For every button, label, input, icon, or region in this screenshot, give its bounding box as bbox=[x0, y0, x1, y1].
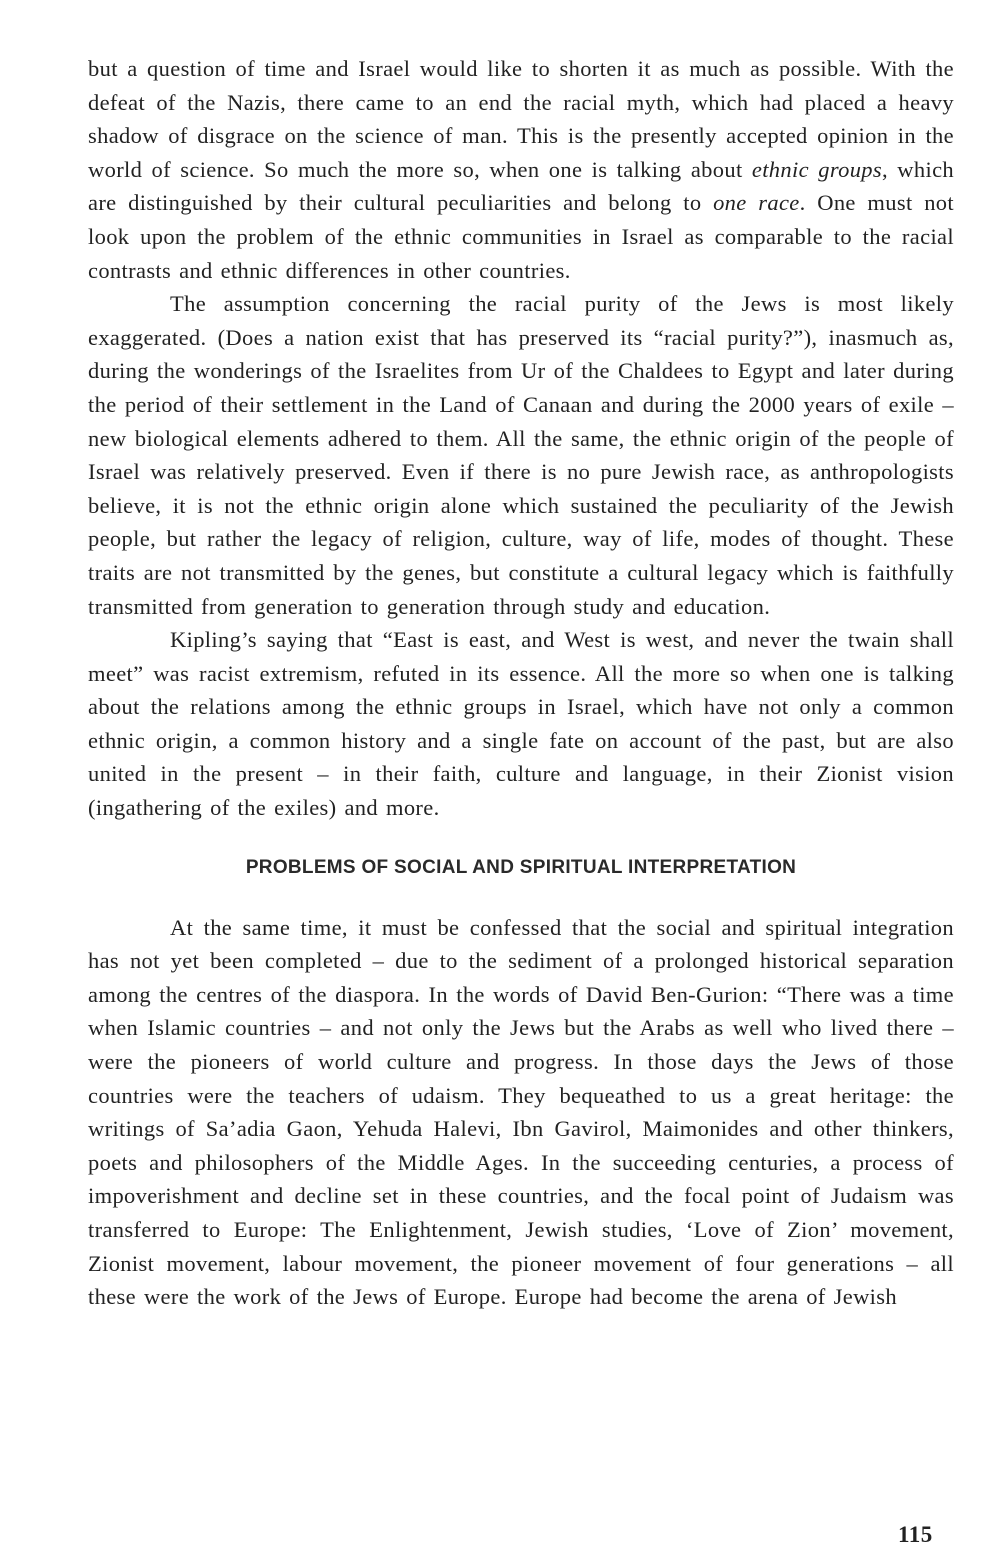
paragraph-kipling: Kipling’s saying that “East is east, and West is west, and never the twain shall meet” was racist extremism, refuted in its essence. All the more so when one is talking about the relations among the ethnic groups in Israel, which have not only a common ethnic origin, a common history and a single fate on account of the past, but are also united in the present – in their faith, culture and language, in their Zionist vision (ingathering of the exiles) and more. bbox=[88, 627, 954, 821]
italic-term-ethnic-groups: ethnic groups bbox=[751, 156, 883, 182]
paragraph-text: . One must not look upon the problem of the ethnic communities in Israel as comparable to the racial contrasts and ethnic differences in other countries. bbox=[88, 190, 954, 283]
section-heading: PROBLEMS OF SOCIAL AND SPIRITUAL INTERPRETATION bbox=[245, 856, 797, 878]
paragraph-continuation bbox=[88, 52, 954, 287]
paragraph-text: but a question of time and Israel would like to shorten it as much as possible. With the defeat of the Nazis, there came to an end the racial myth, which had placed a heavy shadow of disgrace on the science of man. This is the presently accepted opinion in the world of science. So much the more so, when one is talking about bbox=[88, 56, 954, 182]
page-body bbox=[88, 52, 954, 1314]
italic-term-one-race: one race bbox=[713, 190, 800, 216]
paragraph-text: , which are distinguished by their cultural peculiarities and belong to bbox=[88, 156, 955, 216]
paragraph-racial-purity: The assumption concerning the racial purity of the Jews is most likely exaggerated. (Does a nation exist that has preserved its “racial purity?”), inasmuch as, during the wonderings of the Israelites from Ur of the Chaldees to Egypt and later during the period of their settlement in the Land of Canaan and during the 2000 years of exile – new biological elements adhered to them. All the same, the ethnic origin of the people of Israel was relatively preserved. Even if there is no pure Jewish race, as anthropologists believe, it is not the ethnic origin alone which sustained the peculiarity of the Jewish people, but rather the legacy of religion, culture, way of life, modes of thought. These traits are not transmitted by the genes, but constitute a cultural legacy which is faithfully transmitted from generation to generation through study and education. bbox=[88, 291, 954, 619]
page-number: 115 bbox=[898, 1522, 933, 1547]
paragraph-ben-gurion: At the same time, it must be confessed that the social and spiritual integration has not yet been completed – due to the sediment of a prolonged historical separation among the centres of the diaspora. In the words of David Ben-Gurion: “There was a time when Islamic countries – and not only the Jews but the Arabs as well who lived there – were the pioneers of world culture and progress. In those days the Jews of those countries were the teachers of udaism. They bequeathed to us a great heritage: the writings of Sa’adia Gaon, Yehuda Halevi, Ibn Gavirol, Maimonides and other thinkers, poets and philosophers of the Middle Ages. In the succeeding centuries, a process of impoverishment and decline set in these countries, and the focal point of Judaism was transferred to Europe: The Enlightenment, Jewish studies, ‘Love of Zion’ movement, Zionist movement, labour movement, the pioneer movement of four generations – all these were the work of the Jews of Europe. Europe had become the arena of Jewish bbox=[88, 914, 954, 1310]
